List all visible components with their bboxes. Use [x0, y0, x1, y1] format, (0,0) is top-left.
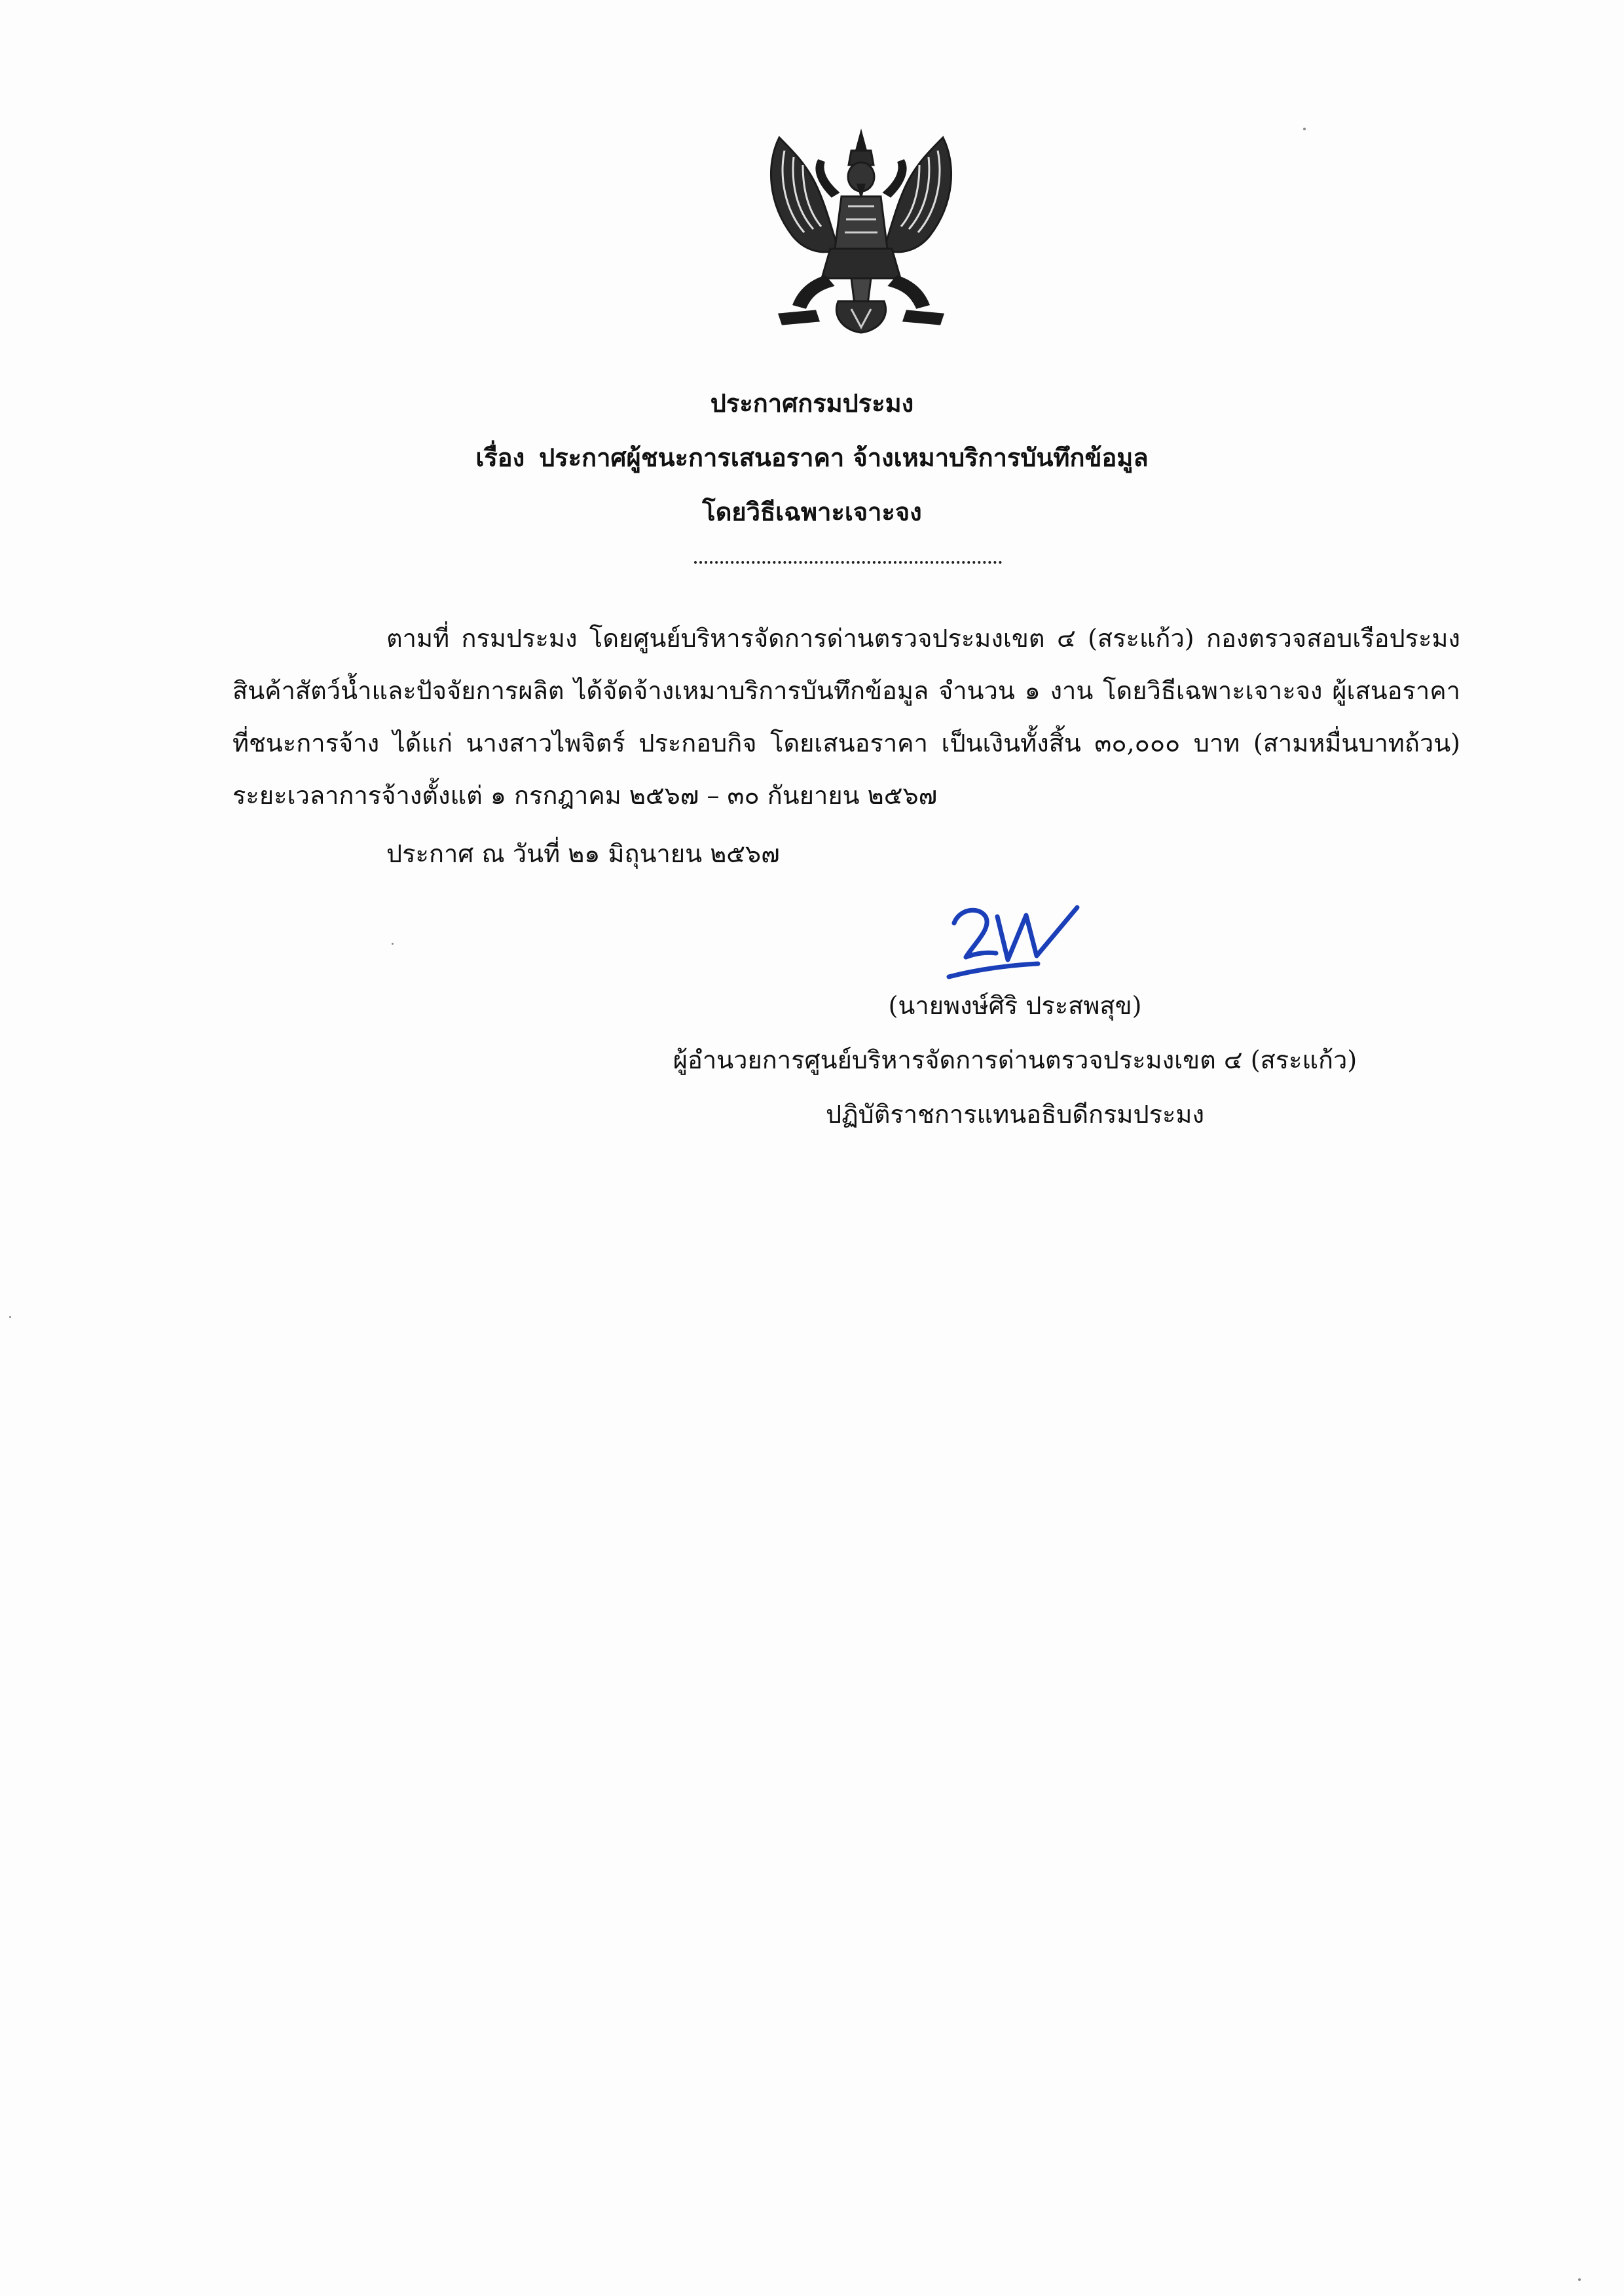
- dotted-divider: [694, 561, 1002, 564]
- subject-text: ประกาศผู้ชนะการเสนอราคา จ้างเหมาบริการบันทึกข้อมูล: [539, 443, 1149, 472]
- subject-line: [0, 437, 1624, 477]
- subject-label: เรื่อง: [475, 443, 525, 472]
- scan-speck: [1303, 128, 1306, 130]
- signer-name: (นายพงษ์ศิริ ประสพสุข): [888, 991, 1142, 1020]
- signer-position: ผู้อำนวยการศูนย์บริหารจัดการด่านตรวจประมงเขต ๔ (สระแก้ว): [673, 1046, 1357, 1074]
- scan-speck: [1578, 2278, 1581, 2281]
- handwritten-signature-icon: [940, 897, 1090, 982]
- issued-date-line: ประกาศ ณ วันที่ ๒๑ มิถุนายน ๒๕๖๗: [386, 839, 780, 868]
- scan-speck: [392, 943, 394, 945]
- announcement-body: ตามที่ กรมประมง โดยศูนย์บริหารจัดการด่านตรวจประมงเขต ๔ (สระแก้ว) กองตรวจสอบเรือประมง สินค้าสัตว์น้ำและปัจจัยการผลิต ได้จัดจ้างเหมาบริการบันทึกข้อมูล จำนวน ๑ งาน โดยวิธีเฉพาะเจาะจง ผู้เสนอราคาที่ชนะการจ้าง ได้แก่ นางสาวไพจิตร์ ประกอบกิจ โดยเสนอราคา เป็นเงินทั้งสิ้น ๓๐,๐๐๐ บาท (สามหมื่นบาทถ้วน) ระยะเวลาการจ้างตั้งแต่ ๑ กรกฎาคม ๒๕๖๗ – ๓๐ กันยายน ๒๕๖๗: [232, 624, 1460, 810]
- scan-speck: [9, 1316, 11, 1318]
- procurement-method: โดยวิธีเฉพาะเจาะจง: [702, 497, 922, 526]
- signer-acting-on-behalf: ปฏิบัติราชการแทนอธิบดีกรมประมง: [825, 1100, 1205, 1129]
- garuda-emblem-icon: [753, 124, 969, 340]
- agency-title: ประกาศกรมประมง: [710, 388, 914, 418]
